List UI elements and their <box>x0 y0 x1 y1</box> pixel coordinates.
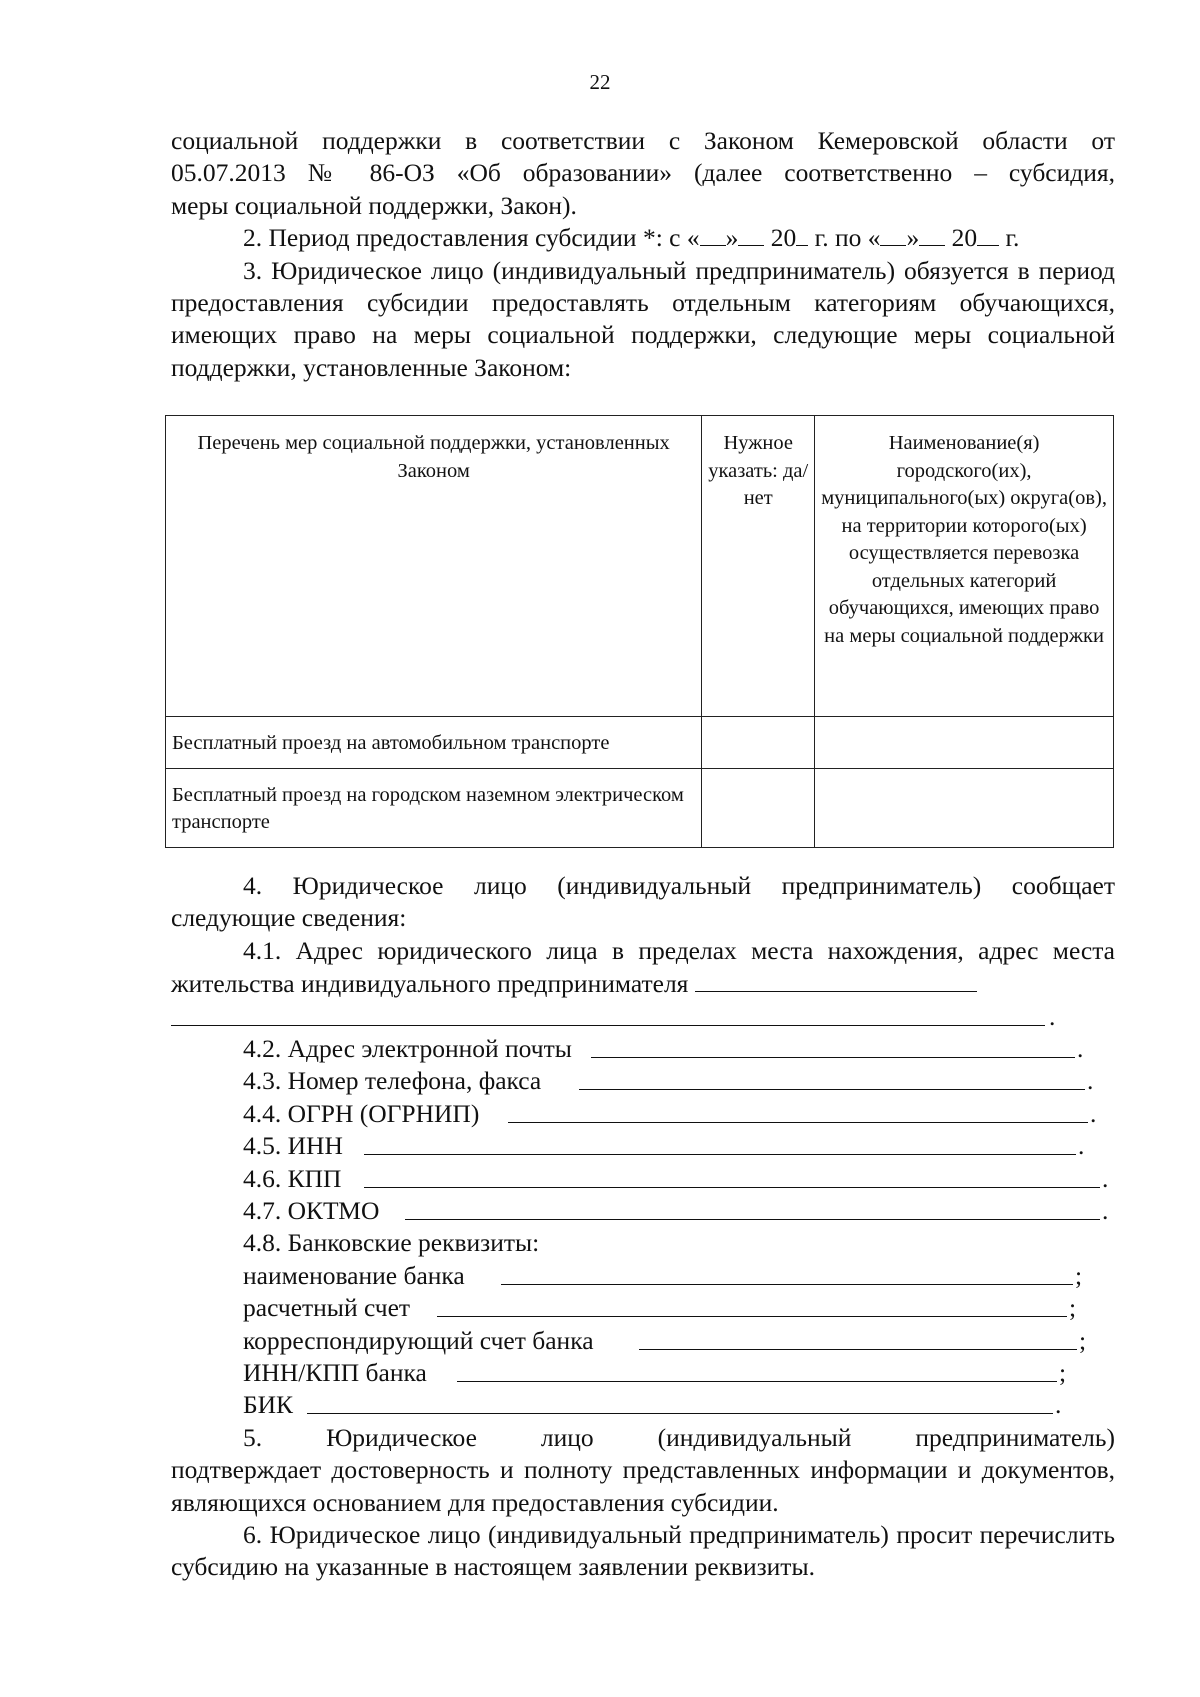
item-6-paragraph: 6. Юридическое лицо (индивидуальный предприниматель) просит перечислить субсидию на указанные в настоящем заявлении реквизиты. <box>171 1519 1115 1582</box>
period-label: 2. Период предоставления субсидии *: с « <box>243 223 700 253</box>
header-names: Наименование(я) городского(их), муниципального(ых) округа(ов), на территории которого(ых) осуществляется перевозка отдельных категорий обучающихся, имеющих право на меры социальной поддержки <box>815 416 1114 717</box>
address-label: 4.1. Адрес юридического лица в пределах места нахождения, адрес места жительства индивидуального предпринимателя <box>171 935 1115 999</box>
bank-inn-kpp-label: ИНН/КПП банка <box>243 1357 427 1387</box>
email-field[interactable] <box>591 1057 1075 1058</box>
inn-label: 4.5. ИНН <box>243 1131 343 1161</box>
phone-row <box>171 1065 1115 1097</box>
account-field[interactable] <box>437 1316 1067 1317</box>
oktmo-end-period: . <box>1102 1195 1109 1225</box>
document-body <box>171 125 1115 384</box>
kpp-row <box>171 1163 1115 1195</box>
row-2-names-cell[interactable] <box>815 768 1114 847</box>
account-row <box>171 1292 1115 1324</box>
details-section <box>171 870 1122 1584</box>
kpp-label: 4.6. КПП <box>243 1163 342 1193</box>
ogrn-end-period: . <box>1090 1098 1097 1128</box>
phone-label: 4.3. Номер телефона, факса <box>243 1066 542 1096</box>
social-support-table <box>165 415 1114 848</box>
table-row <box>166 717 1114 769</box>
row-2-needed-cell[interactable] <box>702 768 815 847</box>
phone-end-period: . <box>1087 1066 1094 1096</box>
phone-field[interactable] <box>579 1089 1085 1090</box>
bik-field[interactable] <box>307 1413 1053 1414</box>
kpp-end-period: . <box>1102 1163 1109 1193</box>
row-1-measure: Бесплатный проезд на автомобильном транспорте <box>166 717 702 769</box>
period-end-day-field[interactable] <box>880 223 906 246</box>
bank-name-row <box>171 1260 1115 1292</box>
row-1-names-cell[interactable] <box>815 717 1114 769</box>
item-4-1-paragraph <box>171 935 1115 1001</box>
corr-account-row <box>171 1325 1115 1357</box>
corr-account-label: корреспондирующий счет банка <box>243 1325 594 1355</box>
inn-field[interactable] <box>364 1154 1076 1155</box>
kpp-field[interactable] <box>364 1187 1100 1188</box>
bank-inn-kpp-end: ; <box>1059 1357 1067 1387</box>
period-year-prefix: 20 <box>764 223 797 253</box>
bank-name-end: ; <box>1075 1260 1083 1290</box>
email-row <box>171 1033 1115 1065</box>
page-number: 22 <box>589 70 611 94</box>
intro-line-3: меры социальной поддержки, Закон). <box>171 190 577 220</box>
inn-row <box>171 1130 1115 1162</box>
corr-account-field[interactable] <box>639 1349 1077 1350</box>
oktmo-label: 4.7. ОКТМО <box>243 1195 380 1225</box>
period-paragraph <box>171 222 1115 254</box>
bank-name-field[interactable] <box>501 1284 1073 1285</box>
table-row <box>166 768 1114 847</box>
bik-row <box>171 1389 1115 1421</box>
address-continuation-row <box>171 1001 1115 1033</box>
period-start-day-field[interactable] <box>700 223 726 246</box>
period-quote: » <box>725 223 739 253</box>
bank-details-row <box>171 1227 1115 1259</box>
ogrn-field[interactable] <box>508 1122 1088 1123</box>
bik-end-period: . <box>1055 1390 1062 1420</box>
ogrn-label: 4.4. ОГРН (ОГРНИП) <box>243 1098 480 1128</box>
email-label: 4.2. Адрес электронной почты <box>243 1034 572 1064</box>
header-needed: Нужное указать: да/нет <box>702 416 815 717</box>
email-end-period: . <box>1077 1034 1084 1064</box>
row-2-measure: Бесплатный проезд на городском наземном электрическом транспорте <box>166 768 702 847</box>
intro-line-2: 05.07.2013 № 86-ОЗ «Об образовании» (далее соответственно – субсидия, <box>171 158 1115 188</box>
ogrn-row <box>171 1098 1115 1130</box>
item-4-paragraph: 4. Юридическое лицо (индивидуальный предприниматель) сообщает следующие сведения: <box>171 871 1115 933</box>
item-5-paragraph: 5. Юридическое лицо (индивидуальный предприниматель) подтверждает достоверность и полноту представленных информации и документов, являющихся основанием для предоставления субсидии. <box>171 1422 1122 1517</box>
bik-label: БИК <box>243 1390 294 1420</box>
table-header-row <box>166 416 1114 717</box>
period-year-prefix-2: 20 <box>945 223 978 253</box>
intro-line-1: социальной поддержки в соответствии с Законом Кемеровской области от <box>171 126 1115 155</box>
period-to-label: г. по « <box>808 223 881 253</box>
oktmo-field[interactable] <box>405 1219 1100 1220</box>
item-3-paragraph: 3. Юридическое лицо (индивидуальный предприниматель) обязуется в период предоставления субсидии предоставлять отдельным категориям обучающихся, имеющих право на меры социальной поддержки, следующие меры социальной поддержки, установленные Законом: <box>171 255 1115 382</box>
period-start-month-field[interactable] <box>738 223 764 246</box>
bank-details-label: 4.8. Банковские реквизиты: <box>243 1228 540 1258</box>
period-suffix: г. <box>999 223 1020 253</box>
address-end-period: . <box>1049 1001 1056 1031</box>
oktmo-row <box>171 1195 1115 1227</box>
period-start-year-field[interactable] <box>796 223 808 246</box>
inn-end-period: . <box>1078 1131 1085 1161</box>
account-label: расчетный счет <box>243 1293 411 1323</box>
account-end: ; <box>1069 1293 1077 1323</box>
period-end-year-field[interactable] <box>977 223 999 246</box>
bank-inn-kpp-row <box>171 1357 1115 1389</box>
bank-inn-kpp-field[interactable] <box>457 1381 1057 1382</box>
period-quote-2: » <box>906 223 920 253</box>
row-1-needed-cell[interactable] <box>702 717 815 769</box>
period-end-month-field[interactable] <box>919 223 945 246</box>
address-field-line-2[interactable] <box>171 1025 1045 1026</box>
bank-name-label: наименование банка <box>243 1260 465 1290</box>
address-field[interactable] <box>695 967 977 992</box>
header-measures: Перечень мер социальной поддержки, установленных Законом <box>166 416 702 717</box>
corr-account-end: ; <box>1079 1325 1087 1355</box>
